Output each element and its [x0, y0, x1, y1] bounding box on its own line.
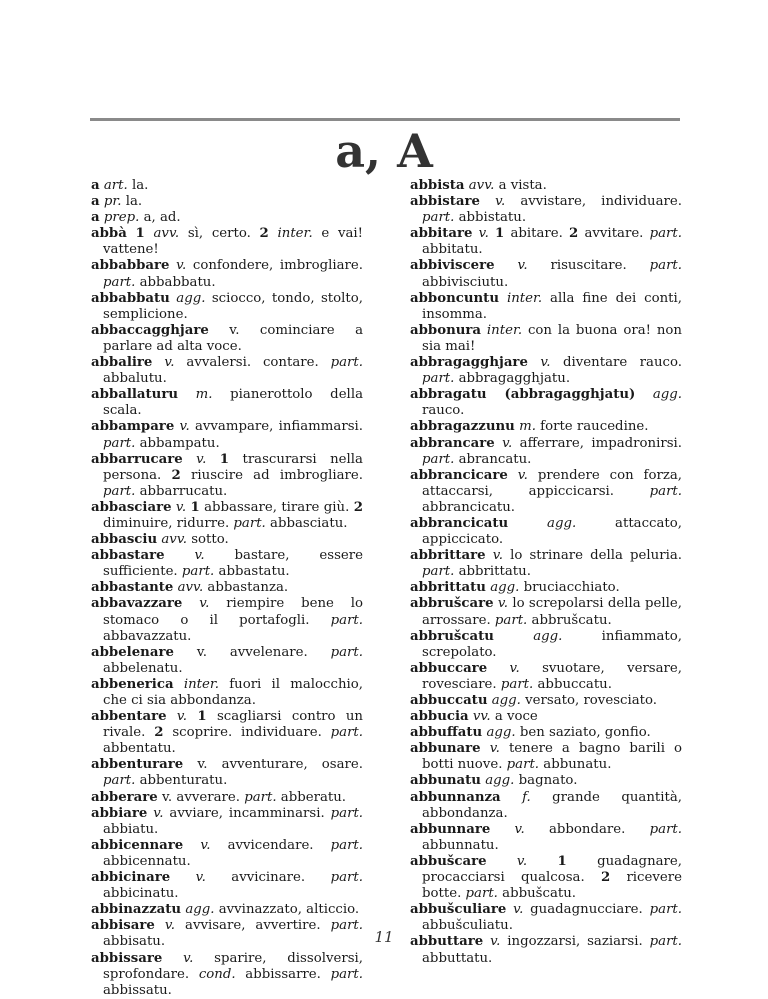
definition-text: abbicinatu.	[103, 886, 179, 902]
grammar-label: part.	[506, 757, 540, 773]
grammar-label: agg.	[652, 387, 682, 403]
dictionary-entry	[91, 452, 363, 500]
dictionary-entry	[91, 210, 363, 226]
dictionary-entry	[91, 355, 363, 387]
definition-text: tenere a bagno barili o botti nuove.	[422, 741, 683, 773]
grammar-label: v.	[200, 837, 211, 853]
definition-text: abbuttatu.	[422, 950, 493, 966]
entry-headword: abbentare	[91, 709, 167, 725]
grammar-label: part.	[422, 451, 455, 467]
grammar-label: art.	[103, 178, 128, 193]
entry-headword: abbenturare	[91, 757, 184, 773]
entry-headword: abbelenare	[91, 644, 174, 660]
definition-text: grande quantità, abbondanza.	[422, 789, 682, 821]
dictionary-entry	[410, 355, 682, 387]
definition-text: abitare.	[510, 226, 563, 242]
definition-text: pianerottolo della scala.	[103, 387, 363, 419]
grammar-label: v.	[199, 596, 210, 612]
grammar-label: part.	[649, 821, 683, 837]
grammar-label: v.	[514, 821, 525, 837]
grammar-label: part.	[500, 676, 534, 692]
definition-text: guadagnare, procacciarsi qualcosa.	[422, 853, 683, 886]
definition-text: risuscitare.	[550, 258, 627, 274]
header-rule	[90, 118, 680, 121]
definition-text: avviare, incamminarsi.	[169, 805, 325, 821]
dictionary-entry	[410, 387, 682, 419]
definition-text: la.	[125, 194, 143, 210]
entry-headword: abbunnanza	[410, 789, 501, 805]
grammar-label: v.	[516, 853, 528, 869]
dictionary-entry	[410, 548, 682, 580]
sense-number: 1	[190, 499, 200, 515]
entry-headword: abbenerica	[91, 676, 174, 692]
dictionary-entry	[410, 468, 682, 516]
grammar-label: part.	[330, 644, 363, 660]
definition-text: riempire bene lo stomaco o il portafogli.	[103, 596, 363, 628]
grammar-label: part.	[103, 483, 136, 499]
grammar-label: prep.	[103, 210, 140, 226]
grammar-label: part.	[494, 612, 528, 628]
grammar-label: f.	[522, 789, 531, 805]
definition-text: bastare, essere sufficiente.	[103, 548, 363, 580]
grammar-label: v.	[183, 950, 194, 966]
grammar-label: part.	[330, 612, 364, 628]
sense-number: 1	[495, 226, 505, 242]
dictionary-entry	[410, 822, 682, 854]
grammar-label: agg.	[176, 290, 206, 306]
grammar-label: avv.	[153, 226, 180, 242]
dictionary-entry	[91, 323, 363, 355]
dictionary-entry	[91, 870, 363, 902]
definition-text: infiammato, screpolato.	[422, 628, 682, 660]
grammar-label: inter.	[183, 676, 219, 692]
grammar-label: inter.	[506, 290, 543, 306]
definition-text: abbiatu.	[103, 821, 159, 837]
entry-headword: abbalire	[91, 355, 153, 371]
definition-text: afferrare, impadronirsi.	[519, 435, 683, 451]
grammar-label: v.	[495, 194, 506, 210]
definition-text: abbrittatu.	[458, 564, 531, 580]
grammar-label: v.	[176, 709, 188, 725]
dictionary-entry	[410, 258, 682, 290]
entry-headword: abbragatu (abbragagghjatu)	[410, 387, 636, 403]
definition-text: abbelenatu.	[103, 660, 183, 676]
definition-text: diventare rauco.	[563, 355, 682, 371]
grammar-label: v.	[179, 419, 190, 435]
definition-text: abbavazzatu.	[103, 628, 192, 644]
entry-headword: abbrittatu	[410, 580, 486, 596]
definition-text: abbissarre.	[245, 966, 321, 982]
entry-headword: abbisare	[91, 918, 155, 934]
grammar-label: part.	[649, 483, 682, 499]
definition-text: abbasciatu.	[270, 515, 348, 531]
dictionary-entry	[91, 532, 363, 548]
definition-text: abbastanza.	[207, 580, 289, 596]
definition-text: a voce	[494, 709, 538, 725]
dictionary-entry	[91, 580, 363, 596]
grammar-label: agg.	[491, 693, 521, 708]
entry-headword: abbasciu	[91, 532, 158, 548]
entry-headword: abbarrucare	[91, 451, 183, 467]
definition-text: avvinazzato, alticcio.	[218, 902, 360, 918]
entry-headword: abbiviscere	[410, 258, 495, 274]
entry-headword: abbissare	[91, 950, 163, 966]
grammar-label: agg.	[490, 580, 520, 596]
dictionary-entry	[410, 661, 682, 693]
grammar-label: v.	[490, 934, 501, 950]
grammar-label: agg.	[547, 515, 577, 531]
definition-text: v. avventurare, osare.	[197, 757, 363, 773]
entry-headword: abbà	[91, 226, 127, 242]
definition-text: abrancatu.	[458, 451, 532, 467]
definition-text: abberatu.	[280, 789, 347, 805]
definition-text: alla fine dei conti, insomma.	[422, 290, 682, 322]
dictionary-entry	[410, 178, 682, 194]
definition-text: ben saziato, gonfio.	[519, 725, 651, 741]
entry-headword: abbasciare	[91, 499, 172, 515]
grammar-label: part.	[649, 258, 683, 274]
grammar-label: v.	[176, 258, 187, 274]
grammar-label: v.	[164, 918, 176, 934]
grammar-label: v.	[513, 902, 524, 918]
entry-headword: abbrancicare	[410, 467, 508, 483]
grammar-label: v.	[517, 258, 528, 274]
definition-text: abbunnatu.	[422, 837, 499, 853]
definition-text: avvisare, avvertire.	[185, 918, 321, 934]
grammar-label: agg.	[486, 725, 516, 741]
grammar-label: m.	[519, 419, 536, 435]
definition-text: abbondare.	[548, 821, 626, 837]
entry-headword: abbragagghjare	[410, 355, 528, 371]
sense-number: 2	[154, 725, 164, 741]
definition-text: abbenturatu.	[139, 773, 228, 789]
definition-text: abbissatu.	[103, 982, 172, 998]
grammar-label: v.	[509, 660, 520, 676]
dictionary-entry	[410, 516, 682, 548]
definition-text: abbivisciutu.	[422, 274, 509, 290]
grammar-label: part.	[330, 725, 363, 741]
definition-text: abbrušcatu.	[531, 612, 612, 628]
entry-headword: abbonura	[410, 322, 482, 338]
dictionary-entry	[91, 194, 363, 210]
dictionary-entry	[91, 757, 363, 789]
grammar-label: part.	[422, 371, 455, 387]
entry-headword: abbicennare	[91, 837, 184, 853]
definition-text: avvalersi. contare.	[186, 355, 319, 371]
definition-text: avvicinare.	[231, 870, 306, 886]
entry-headword: abbavazzare	[91, 596, 183, 612]
entry-headword: abbiare	[91, 805, 148, 821]
definition-text: abbisatu.	[103, 934, 166, 950]
definition-text: trascurarsi nella persona.	[103, 451, 363, 483]
entry-headword: abboncuntu	[410, 290, 499, 306]
entry-headword: abbuttare	[410, 934, 484, 950]
entry-headword: a	[91, 210, 100, 226]
grammar-label: part.	[649, 902, 682, 918]
definition-text: abbampatu.	[139, 435, 220, 451]
definition-text: v. avvelenare.	[196, 644, 308, 660]
sense-number: 2	[353, 499, 363, 515]
definition-text: attaccato, appiccicato.	[422, 515, 682, 548]
definition-text: abbuccatu.	[537, 676, 612, 692]
grammar-label: agg.	[185, 902, 215, 918]
grammar-label: v.	[540, 355, 551, 371]
definition-text: bagnato.	[518, 773, 578, 789]
dictionary-entry	[410, 226, 682, 258]
definition-text: diminuire, ridurre.	[103, 515, 230, 531]
definition-text: sciocco, tondo, stolto, semplicione.	[103, 290, 363, 322]
definition-text: guadagnucciare.	[530, 902, 643, 918]
definition-text: e vai! vattene!	[103, 226, 363, 258]
entry-headword: abbabbare	[91, 258, 170, 274]
dictionary-entry	[410, 194, 682, 226]
definition-text: bruciacchiato.	[523, 580, 620, 596]
dictionary-entry	[91, 419, 363, 451]
dictionary-entry	[91, 258, 363, 290]
dictionary-entry	[91, 645, 363, 677]
dictionary-entry	[91, 838, 363, 870]
grammar-label: avv.	[161, 532, 187, 548]
grammar-label: cond.	[198, 966, 236, 982]
definition-text: lo strinare della peluria.	[510, 548, 682, 564]
grammar-label: part.	[103, 773, 136, 789]
dictionary-entry	[91, 291, 363, 323]
grammar-label: part.	[649, 934, 683, 950]
definition-text: fuori il malocchio, che ci sia abbondanza.	[103, 676, 363, 708]
definition-text: abbalutu.	[103, 371, 167, 387]
dictionary-entry	[91, 387, 363, 419]
grammar-label: part.	[330, 870, 363, 886]
sense-number: 1	[219, 451, 230, 467]
sense-number: 2	[171, 467, 181, 483]
dictionary-entry	[91, 226, 363, 258]
grammar-label: v.	[517, 467, 528, 483]
entry-headword: abbitare	[410, 226, 473, 242]
entry-headword: abbušcare	[410, 853, 487, 869]
entry-headword: abbucia	[410, 709, 469, 725]
sense-number: 2	[600, 870, 611, 886]
grammar-label: m.	[195, 387, 213, 403]
grammar-label: part.	[181, 564, 215, 580]
definition-text: lo screpolarsi della pelle, arrossare.	[422, 596, 682, 628]
definition-text: v. cominciare a parlare ad alta voce.	[103, 322, 363, 354]
entry-headword: abbista	[410, 178, 465, 193]
dictionary-entry	[410, 291, 682, 323]
grammar-label: part.	[244, 789, 277, 805]
entry-headword: abballaturu	[91, 387, 179, 403]
sense-number: 1	[557, 853, 567, 869]
definition-text: abbušcatu.	[502, 886, 577, 902]
grammar-label: part.	[422, 210, 455, 226]
definition-text: abbastatu.	[218, 564, 290, 580]
entry-headword: abberare	[91, 789, 158, 805]
entry-headword: abbunatu	[410, 773, 481, 789]
entry-headword: abbicinare	[91, 870, 171, 886]
entry-headword: abbunnare	[410, 821, 491, 837]
right-column	[410, 178, 682, 967]
definition-text: sotto.	[191, 532, 229, 548]
grammar-label: part.	[330, 355, 363, 371]
grammar-label: v.	[164, 355, 175, 371]
entry-headword: a	[91, 194, 100, 210]
dictionary-entry	[410, 629, 682, 661]
definition-text: riuscire ad imbrogliare.	[191, 467, 363, 483]
entry-headword: abbrušcare	[410, 596, 494, 612]
definition-text: abbassare, tirare giù.	[204, 499, 350, 515]
grammar-label: agg.	[533, 628, 563, 644]
definition-text: versato, rovesciato.	[525, 693, 657, 708]
definition-text: prendere con forza, attaccarsi, appiccicarsi.	[422, 467, 682, 499]
definition-text: abbabbatu.	[139, 274, 216, 290]
dictionary-entry	[410, 773, 682, 789]
grammar-label: avv.	[177, 580, 204, 596]
definition-text: sparire, dissolversi, sprofondare.	[103, 950, 364, 982]
dictionary-entry	[91, 902, 363, 918]
dictionary-entry	[410, 580, 682, 596]
definition-text: abbentatu.	[103, 741, 176, 757]
definition-text: abbušculiatu.	[422, 918, 513, 934]
definition-text: abbarrucatu.	[139, 483, 228, 499]
entry-headword: abbragazzunu	[410, 419, 515, 435]
grammar-label: v.	[194, 548, 205, 564]
entry-headword: abbrancare	[410, 435, 495, 451]
entry-headword: abbrittare	[410, 548, 486, 564]
definition-text: abbragagghjatu.	[458, 371, 571, 387]
page-number: 11	[374, 928, 394, 946]
entry-headword: abbuffatu	[410, 725, 483, 741]
definition-text: abbistatu.	[458, 210, 527, 226]
definition-text: forte raucedine.	[540, 419, 649, 435]
definition-text: scoprire. individuare.	[172, 725, 322, 741]
dictionary-entry	[410, 741, 682, 773]
definition-text: con la buona ora! non sia mai!	[422, 322, 682, 354]
grammar-label: v.	[175, 499, 187, 515]
dictionary-entry	[91, 709, 363, 757]
definition-text: ingozzarsi, saziarsi.	[507, 934, 643, 950]
dictionary-entry	[91, 790, 363, 806]
definition-text: sì, certo.	[187, 226, 251, 242]
dictionary-entry	[91, 951, 363, 999]
definition-text: avvicendare.	[227, 837, 314, 853]
definition-text: avvampare, infiammarsi.	[194, 419, 363, 435]
dictionary-entry	[91, 178, 363, 194]
grammar-label: agg.	[485, 773, 515, 789]
entry-headword: abbunare	[410, 741, 481, 757]
grammar-label: part.	[330, 918, 364, 934]
grammar-label: vv.	[472, 709, 491, 725]
entry-headword: abbuccare	[410, 660, 488, 676]
definition-text: svuotare, versare, rovesciare.	[422, 660, 683, 692]
dictionary-entry	[91, 596, 363, 644]
definition-text: abbunatu.	[543, 757, 612, 773]
sense-number: 1	[135, 226, 145, 242]
dictionary-entry	[410, 790, 682, 822]
grammar-label: v.	[489, 741, 500, 757]
grammar-label: part.	[422, 564, 455, 580]
grammar-label: part.	[330, 966, 363, 982]
dictionary-entry	[410, 725, 682, 741]
grammar-label: part.	[103, 274, 136, 290]
entry-headword: abbampare	[91, 419, 175, 435]
dictionary-entry	[91, 500, 363, 532]
grammar-label: part.	[330, 805, 364, 821]
entry-headword: abbinazzatu	[91, 902, 182, 918]
grammar-label: v.	[195, 870, 206, 886]
entry-headword: abbastare	[91, 548, 165, 564]
definition-text: la.	[131, 178, 149, 193]
grammar-label: part.	[330, 837, 363, 853]
dictionary-entry	[91, 677, 363, 709]
grammar-label: v.	[153, 805, 164, 821]
definition-text: a vista.	[498, 178, 547, 193]
definition-text: abbrancicatu.	[422, 499, 516, 515]
dictionary-entry	[410, 854, 682, 902]
entry-headword: abbaccagghjare	[91, 322, 209, 338]
grammar-label: part.	[103, 435, 136, 451]
grammar-label: part.	[233, 515, 266, 531]
sense-number: 2	[569, 226, 579, 242]
definition-text: avvitare.	[584, 226, 644, 242]
entry-headword: abbušculiare	[410, 902, 507, 918]
grammar-label: v.	[497, 596, 509, 612]
entry-headword: abbistare	[410, 194, 480, 210]
grammar-label: v.	[478, 226, 489, 242]
definition-text: rauco.	[422, 403, 465, 419]
dictionary-entry	[410, 709, 682, 725]
dictionary-entry	[410, 419, 682, 435]
dictionary-entry	[410, 693, 682, 709]
grammar-label: avv.	[468, 178, 495, 193]
grammar-label: v.	[492, 548, 503, 564]
entry-headword: abbrušcatu	[410, 628, 494, 644]
entry-headword: abbastante	[91, 580, 174, 596]
dictionary-entry	[410, 436, 682, 468]
entry-headword: abbabbatu	[91, 290, 170, 306]
definition-text: avvistare, individuare.	[520, 194, 682, 210]
grammar-label: part.	[465, 886, 498, 902]
definition-text: abbicennatu.	[103, 853, 191, 869]
definition-text: ricevere botte.	[422, 870, 682, 902]
grammar-label: inter.	[277, 226, 313, 242]
sense-number: 1	[197, 709, 207, 725]
definition-text: v. avverare.	[162, 789, 240, 805]
dictionary-entry	[91, 548, 363, 580]
grammar-label: inter.	[486, 322, 523, 338]
entry-headword: a	[91, 178, 100, 193]
definition-text: scagliarsi contro un rivale.	[103, 709, 363, 741]
dictionary-entry	[410, 323, 682, 355]
letter-heading: a, A	[335, 124, 433, 178]
definition-text: abbitatu.	[422, 242, 483, 258]
left-column	[91, 178, 363, 999]
grammar-label: part.	[649, 226, 682, 242]
grammar-label: v.	[196, 451, 207, 467]
entry-headword: abbuccatu	[410, 693, 488, 708]
definition-text: confondere, imbrogliare.	[192, 258, 363, 274]
grammar-label: v.	[502, 435, 513, 451]
entry-headword: abbrancicatu	[410, 515, 509, 531]
dictionary-entry	[410, 596, 682, 628]
grammar-label: pr.	[103, 194, 122, 210]
dictionary-entry	[91, 806, 363, 838]
definition-text: a, ad.	[143, 210, 181, 226]
sense-number: 2	[259, 226, 269, 242]
